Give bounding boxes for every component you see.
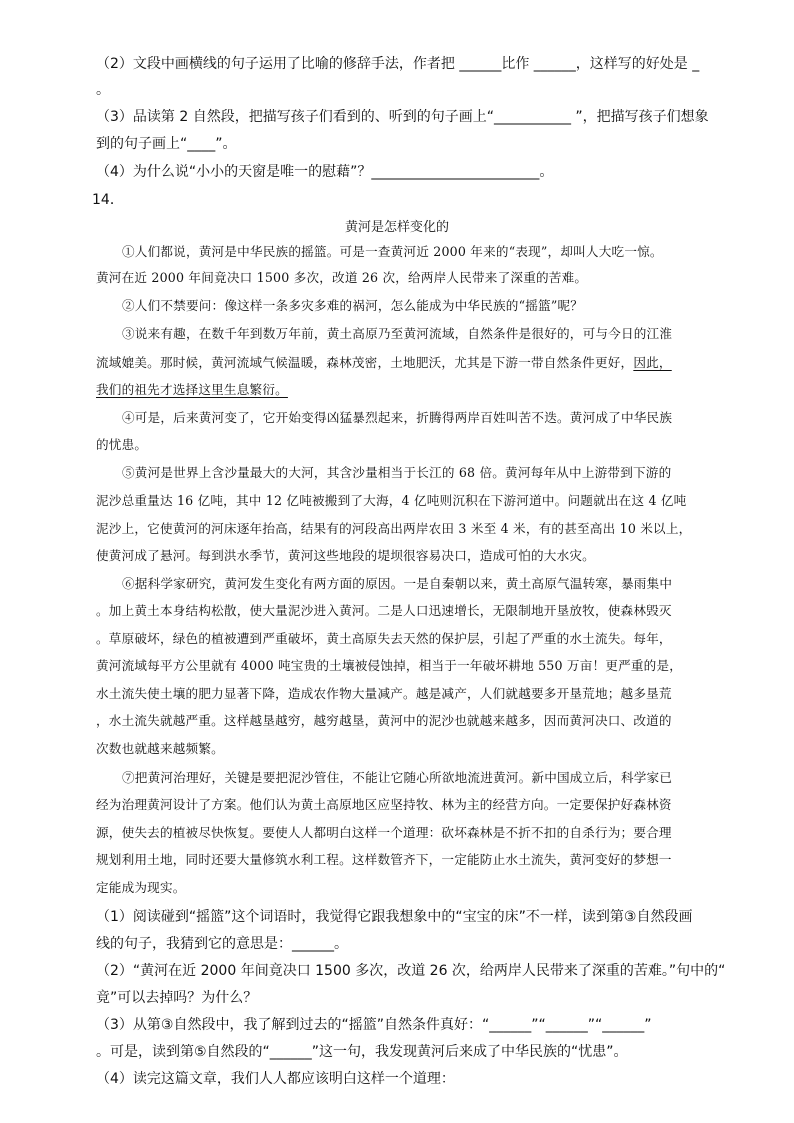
passage-line-text: 流域媲美。那时候，黄河流域气候温暖，森林茂密，土地肥沃，尤其是下游一带自然条件更好，	[96, 355, 634, 370]
question-number: 14．	[92, 192, 124, 208]
passage-line: ③说来有趣，在数千年到数万年前，黄土高原乃至黄河流域，自然条件是很好的，可与今日的江淮	[122, 326, 673, 341]
passage-line: ⑦把黄河治理好，关键是要把泥沙管住，不能让它随心所欲地流进黄河。新中国成立后，科学家已	[122, 770, 673, 785]
question-2: （2）“黄河在近 2000 年间竟决口 1500 多次，改道 26 次，给两岸人民带来了深重的苦难。”句中的“	[96, 963, 726, 979]
passage-line: ⑥据科学家研究，黄河发生变化有两方面的原因。一是自秦朝以来，黄土高原气温转寒，暴雨集中	[122, 576, 673, 591]
passage-line: 次数也就越来越频繁。	[96, 741, 224, 756]
question-3: （3）从第③自然段中，我了解到过去的“摇篮”自然条件真好：“______”“______”“______”	[96, 1017, 652, 1033]
underlined-sentence: 我们的祖先才选择这里生息繁衍。	[96, 382, 288, 397]
question-3-cont: 。可是，读到第⑤自然段的“______”这一句，我发现黄河后来成了中华民族的“忧患”。	[96, 1044, 628, 1060]
prev-question-3: （3）品读第 2 自然段，把描写孩子们看到的、听到的句子画上“___________ ”，把描写孩子们想象	[96, 109, 709, 125]
prev-question-3-cont: 到的句子画上“____”。	[96, 136, 237, 152]
prev-question-2: （2）文段中画横线的句子运用了比喻的修辞手法，作者把 ______比作 ______，这样写的好处是 _	[96, 56, 700, 72]
passage-line	[96, 353, 736, 373]
question-1: （1）阅读碰到“摇篮”这个词语时，我觉得它跟我想象中的“宝宝的床”不一样，读到第③自然段画	[96, 909, 693, 925]
passage-line: ④可是，后来黄河变了，它开始变得凶猛暴烈起来，折腾得两岸百姓叫苦不迭。黄河成了中华民族	[122, 410, 673, 425]
question-4: （4）读完这篇文章，我们人人都应该明白这样一个道理：	[96, 1071, 455, 1087]
passage-line: 定能成为现实。	[96, 880, 186, 895]
passage-line: 水土流失使土壤的肥力显著下降，造成农作物大量减产。越是减产，人们就越要多开垦荒地；越多垦荒	[96, 686, 672, 701]
prev-question-2-cont: 。	[96, 82, 110, 98]
passage-line: 泥沙总重量达 16 亿吨，其中 12 亿吨被搬到了大海，4 亿吨则沉积在下游河道中。问题就出在这 4 亿吨	[96, 493, 687, 508]
passage-line: 黄河流域每平方公里就有 4000 吨宝贵的土壤被侵蚀掉，相当于一年破坏耕地 550 万亩！更严重的是，	[96, 658, 683, 673]
passage-line: ②人们不禁要问：像这样一条多灾多难的祸河，怎么能成为中华民族的“摇篮”呢？	[122, 298, 584, 313]
passage-line: ，水土流失就越严重。这样越垦越穷，越穷越垦，黄河中的泥沙也就越来越多，因而黄河决口、改道的	[96, 713, 672, 728]
question-2-cont: 竟”可以去掉吗？为什么？	[96, 990, 258, 1006]
passage-line: 使黄河成了悬河。每到洪水季节，黄河这些地段的堤坝很容易决口，造成可怕的大水灾。	[96, 548, 595, 563]
passage-line: ⑤黄河是世界上含沙量最大的大河，其含沙量相当于长江的 68 倍。黄河每年从中上游带到下游的	[122, 465, 672, 480]
passage-line: 泥沙上，它使黄河的河床逐年抬高，结果有的河段高出两岸农田 3 米至 4 米，有的甚至高出 10 米以上，	[96, 521, 692, 536]
question-1-cont: 线的句子，我猜到它的意思是：______。	[96, 936, 348, 952]
underlined-sentence-start: 因此，	[633, 355, 672, 370]
passage-title: 黄河是怎样变化的	[344, 220, 449, 235]
passage-line: 。草原破坏，绿色的植被遭到严重破坏，黄土高原失去天然的保护层，引起了严重的水土流失。每年，	[96, 631, 672, 646]
passage-line: ①人们都说，黄河是中华民族的摇篮。可是一查黄河近 2000 年来的“表现”，却叫人大吃一惊。	[122, 244, 663, 259]
prev-question-4: （4）为什么说“小小的天窗是唯一的慰藉”？________________________。	[96, 164, 554, 180]
passage-line: 的忧患。	[96, 437, 148, 452]
passage-line: 规划利用土地，同时还要大量修筑水利工程。这样数管齐下，一定能防止水土流失，黄河变好的梦想一	[96, 852, 672, 867]
passage-line: 经为治理黄河设计了方案。他们认为黄土高原地区应坚持牧、林为主的经营方向。一定要保护好森林资	[96, 797, 672, 812]
passage-line: 黄河在近 2000 年间竟决口 1500 多次，改道 26 次，给两岸人民带来了深重的苦难。	[96, 270, 588, 285]
passage-line: 源，使失去的植被尽快恢复。要使人人都明白这样一个道理：砍坏森林是不折不扣的自杀行为；要合理	[96, 825, 672, 840]
passage-line: 。加上黄土本身结构松散，使大量泥沙进入黄河。二是人口迅速增长，无限制地开垦放牧，使森林毁灭	[96, 603, 672, 618]
